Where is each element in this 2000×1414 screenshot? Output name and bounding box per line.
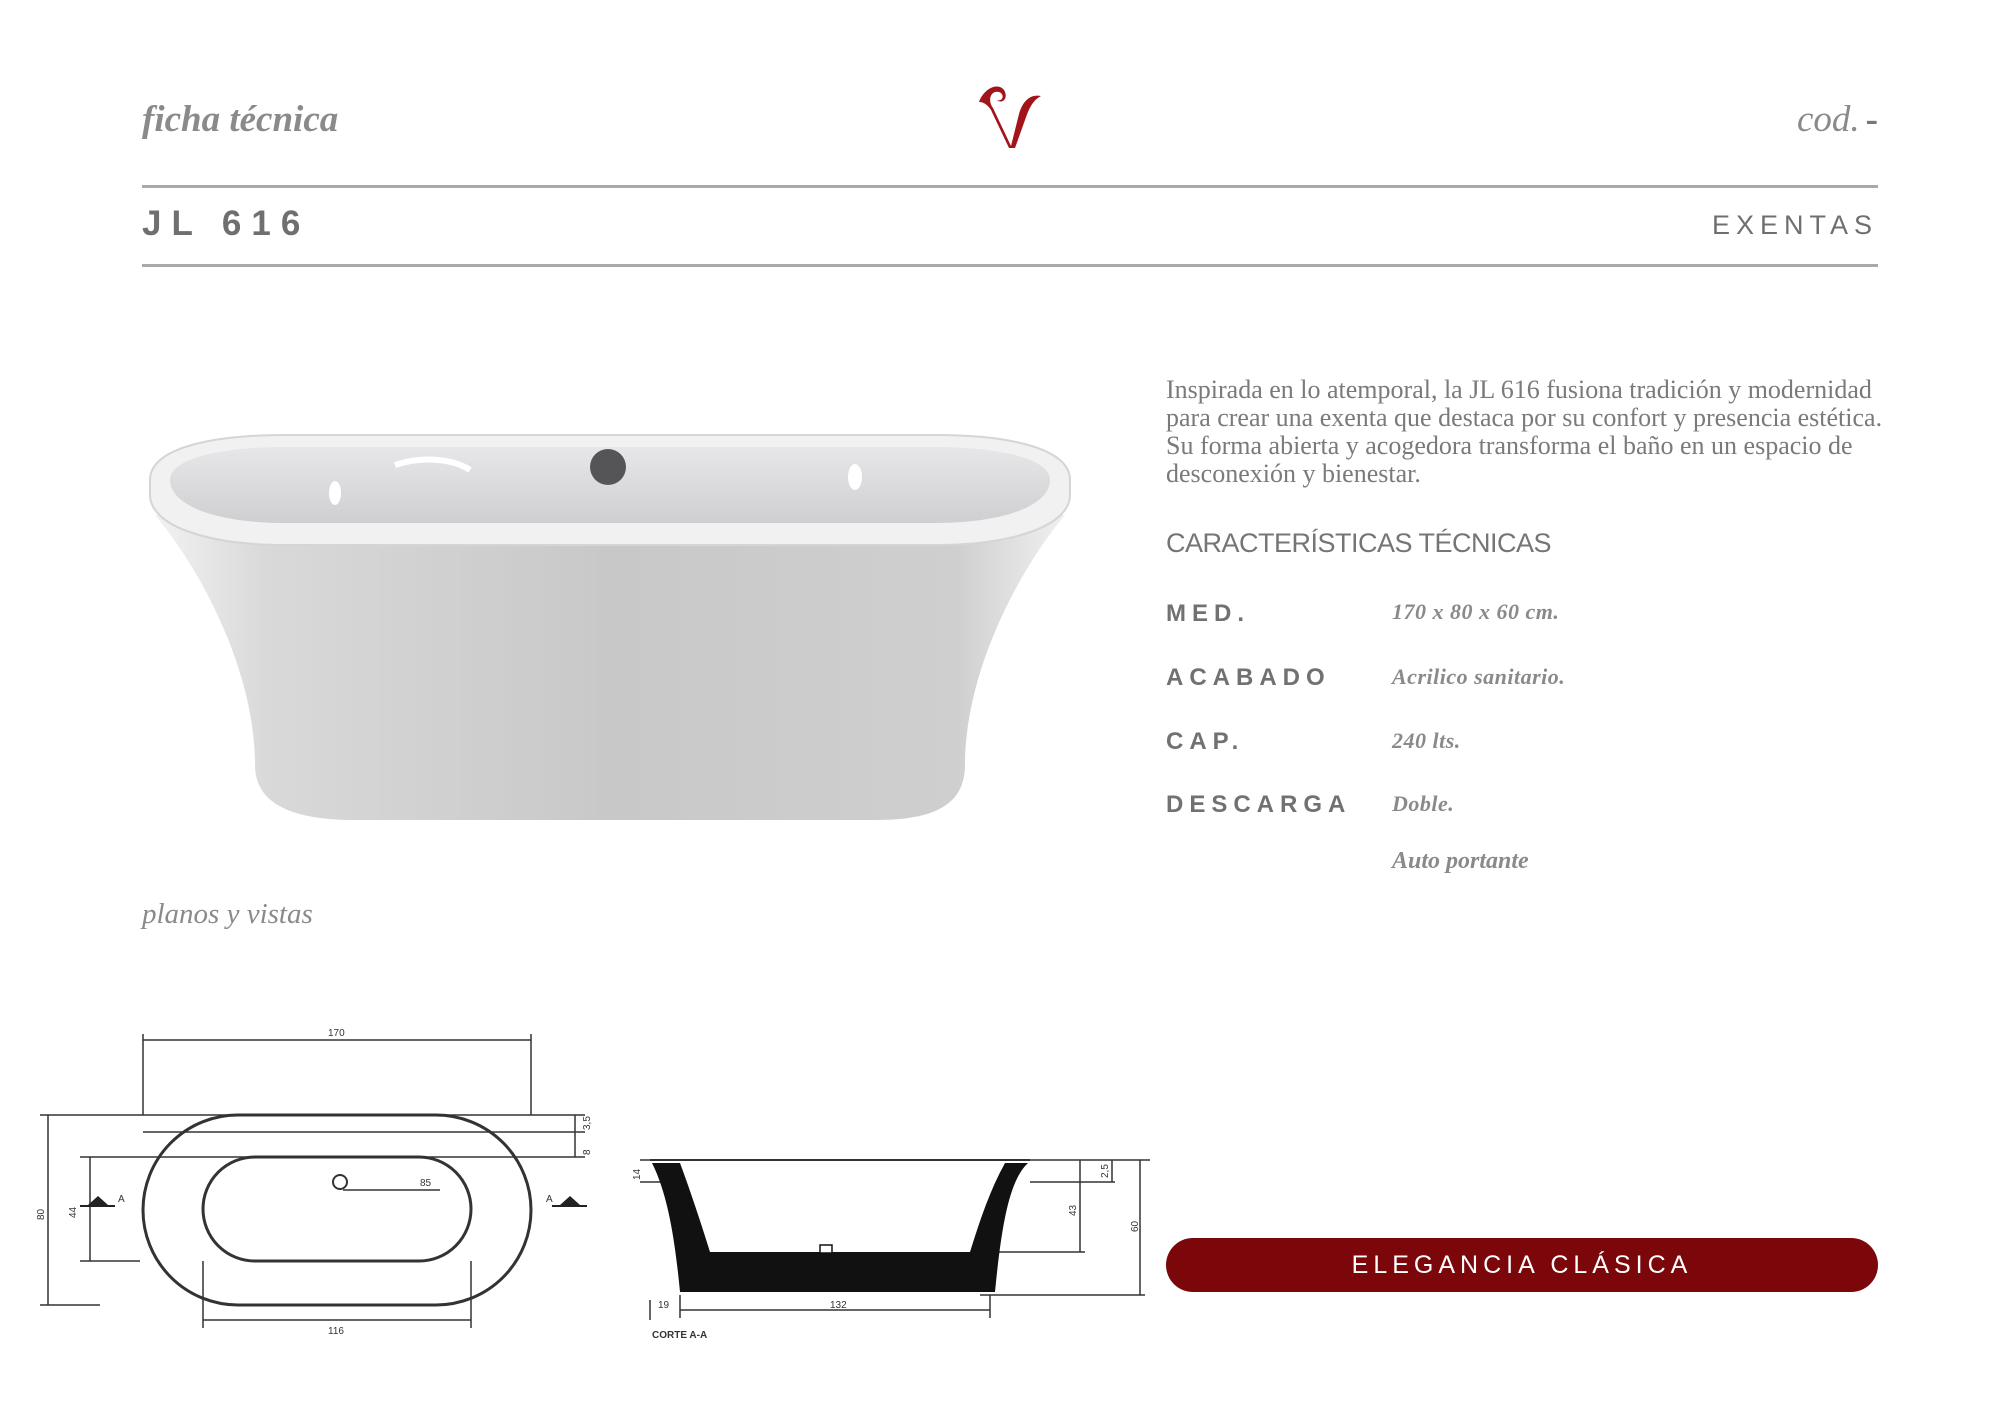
dim-height: 60 (1130, 1220, 1141, 1232)
dim-base-length: 132 (830, 1300, 847, 1311)
specs-heading: CARACTERÍSTICAS TÉCNICAS (1166, 528, 1552, 558)
spec-value-drain: Doble. (1392, 791, 1455, 816)
dim-inner-width: 44 (68, 1206, 79, 1218)
brand-logo-icon (975, 80, 1045, 148)
section-arrow-left-icon (88, 1196, 108, 1205)
dim-inner-length: 116 (328, 1326, 344, 1337)
spec-label-dimensions: MED. (1166, 600, 1250, 627)
dim-base-offset: 19 (658, 1300, 670, 1311)
spec-label-drain: DESCARGA (1166, 791, 1352, 818)
top-divider (142, 185, 1878, 188)
section-label: CORTE A-A (652, 1330, 708, 1341)
spec-value-dimensions: 170 x 80 x 60 cm. (1392, 599, 1560, 624)
spec-value-capacity: 240 lts. (1392, 728, 1461, 753)
bottom-divider (142, 264, 1878, 267)
dim-rim: 3,5 (582, 1116, 593, 1130)
dim-drain: 85 (420, 1178, 432, 1189)
dim-width: 80 (36, 1208, 47, 1220)
code-value: - (1865, 99, 1878, 140)
dim-length: 170 (328, 1028, 345, 1039)
spec-label-finish: ACABADO (1166, 664, 1331, 691)
section-marker-right: A (546, 1194, 553, 1205)
product-description: Inspirada en lo atemporal, la JL 616 fusiona tradición y modernidad para crear una exenta que destaca por su confort y presencia estética. Su forma abierta y acogedora transforma el baño en un espacio de desconexión y bienestar. (1166, 375, 1883, 488)
top-view-outer (143, 1115, 531, 1305)
dim-top-offset: 2,5 (1100, 1164, 1111, 1178)
dim-rim-thickness: 14 (632, 1168, 643, 1180)
tagline-text: ELEGANCIA CLÁSICA (1351, 1250, 1693, 1279)
spec-extra-self-supporting: Auto portante (1392, 848, 1529, 874)
section-arrow-right-icon (560, 1196, 580, 1205)
plans-heading: planos y vistas (142, 898, 313, 930)
spec-value-finish: Acrilico sanitario. (1392, 664, 1566, 689)
dim-depth: 43 (1068, 1204, 1079, 1216)
doc-type-title: ficha técnica (142, 99, 339, 140)
section-profile (652, 1163, 1028, 1292)
tagline-banner (1166, 1238, 1878, 1292)
product-category: EXENTAS (1711, 210, 1878, 240)
model-name: JL 616 (142, 204, 311, 243)
section-marker-left: A (118, 1194, 125, 1205)
bathtub-product-image (145, 425, 1075, 825)
code-label: cod. (1796, 99, 1860, 140)
product-code (1797, 98, 1878, 141)
top-view-inner (203, 1157, 471, 1261)
dim-inner-offset: 8 (582, 1149, 593, 1155)
spec-label-capacity: CAP. (1166, 728, 1245, 755)
technical-drawing (36, 1020, 1160, 1350)
